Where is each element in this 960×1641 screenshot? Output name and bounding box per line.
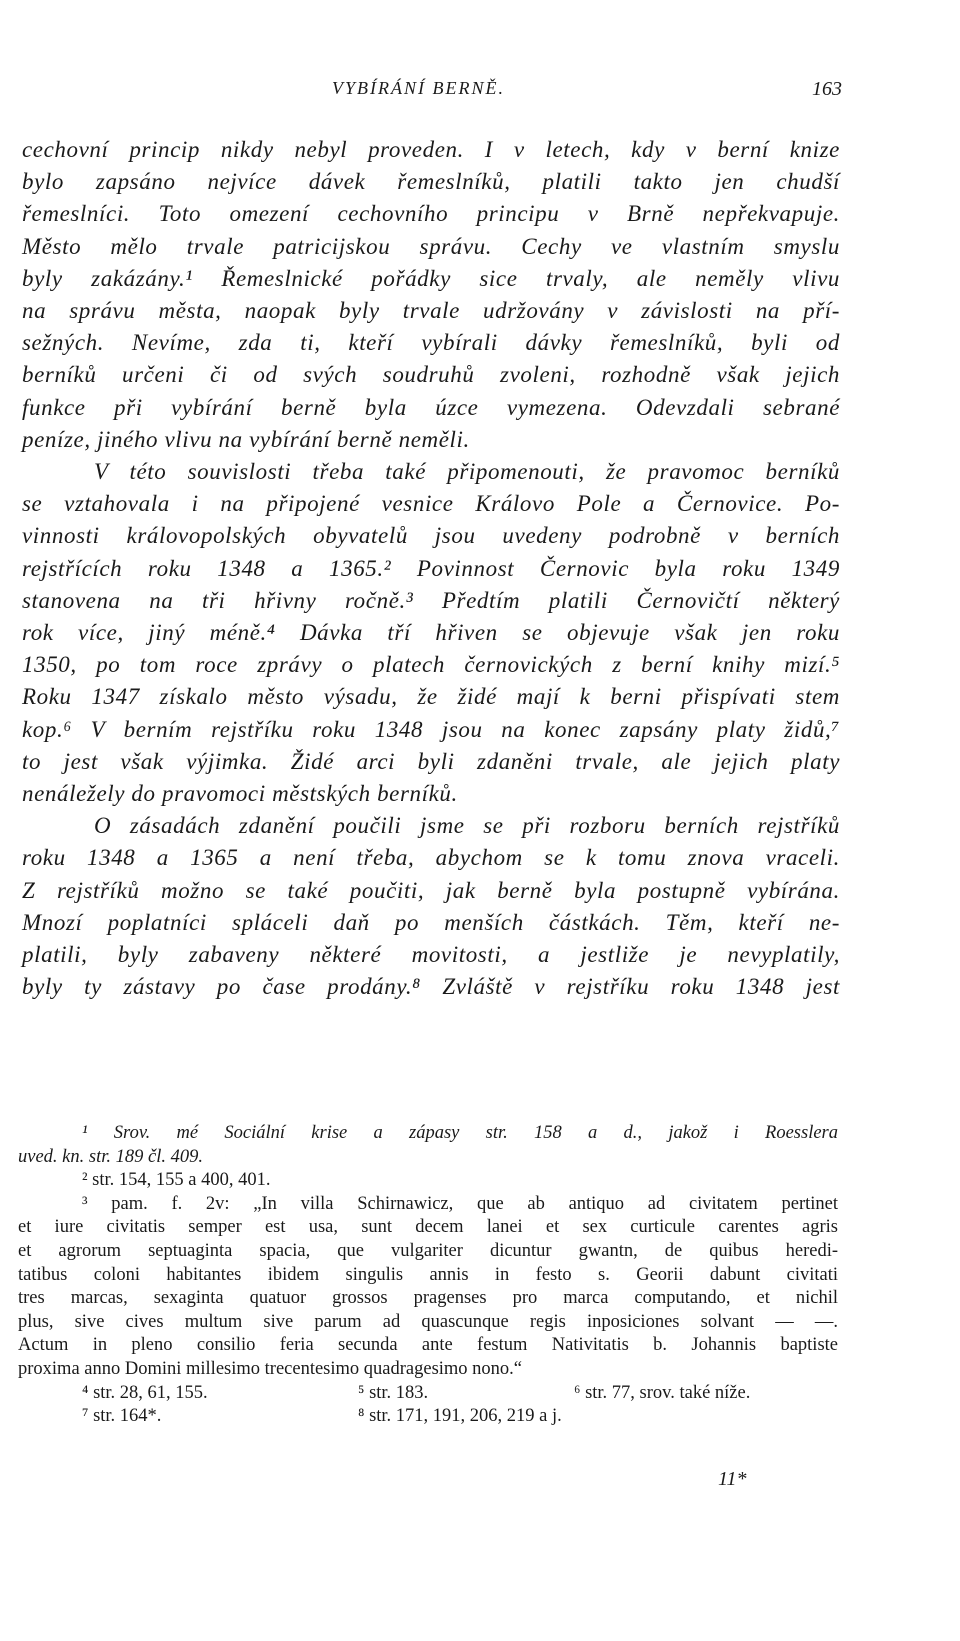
footnote-1-continued: uved. kn. str. 189 čl. 409.	[18, 1146, 203, 1167]
body-line: Město mělo trvale patricijskou správu. Cechy ve vlastním smyslu	[22, 233, 840, 259]
footnote-3-line: tres marcas, sexaginta quatuor grossos pragenses pro marca computando, et nichil	[18, 1288, 838, 1309]
body-line: V této souvislosti třeba také připomenouti, že pravomoc berníků	[94, 459, 840, 485]
body-line: byly zakázány.¹ Řemeslnické pořádky sice trvaly, ale neměly vlivu	[22, 265, 840, 291]
body-line: se vztahovala i na připojené vesnice Královo Pole a Černovice. Po-	[22, 491, 840, 517]
sheet-signature: 11*	[718, 1468, 747, 1490]
footnote-4: ⁴ str. 28, 61, 155.	[82, 1382, 208, 1403]
body-line: Z rejstříků možno se také poučiti, jak berně byla postupně vybírána.	[22, 877, 840, 903]
body-line: rejstřících roku 1348 a 1365.² Povinnost Černovic byla roku 1349	[22, 555, 840, 581]
footnote-7: ⁷ str. 164*.	[82, 1406, 162, 1427]
footnote-3-line: Actum in pleno consilio feria secunda ante festum Nativitatis b. Johannis baptiste	[18, 1335, 838, 1356]
body-line: rok více, jiný méně.⁴ Dávka tří hřiven se objevuje však jen roku	[22, 620, 840, 646]
footnote-5: ⁵ str. 183.	[358, 1382, 429, 1403]
footnote-3-line: et agrorum septuaginta spacia, que vulgariter dicuntur gwantn, de quibus heredi-	[18, 1240, 838, 1261]
footnote-row	[18, 1405, 838, 1429]
footnote-3-line: proxima anno Domini millesimo trecentesimo quadragesimo nono.“	[18, 1358, 523, 1379]
body-line: na správu města, naopak byly trvale udržovány v závislosti na pří-	[22, 298, 840, 324]
footnote-3-line: tatibus coloni habitantes ibidem singulis annis in festo s. Georii dabunt civitati	[18, 1264, 838, 1285]
footnotes	[18, 1122, 838, 1429]
body-line: 1350, po tom roce zprávy o platech černovických z berní knihy mizí.⁵	[22, 652, 840, 678]
body-line: kop.⁶ V berním rejstříku roku 1348 jsou na konec zapsány platy židů,⁷	[22, 716, 840, 742]
body-line: byly ty zástavy po čase prodány.⁸ Zvláště v rejstříku roku 1348 jest	[22, 974, 840, 1000]
body-text	[22, 134, 840, 1003]
body-line: roku 1348 a 1365 a není třeba, abychom se k tomu znova vraceli.	[22, 845, 840, 871]
body-line: stanovena na tři hřivny ročně.³ Předtím platili Černovičtí některý	[22, 587, 840, 613]
footnote-row	[18, 1382, 838, 1406]
footnote-8: ⁸ str. 171, 191, 206, 219 a j.	[358, 1406, 562, 1427]
footnote-3-line: plus, sive cives multum sive parum ad quascunque regis inposiciones solvant — —.	[18, 1311, 838, 1332]
footnote-3-line: et iure civitatis semper est usa, sunt decem lanei et sex curticule carentes agris	[18, 1217, 838, 1238]
body-line: to jest však výjimka. Židé arci byli zdaněni trvale, ale jejich platy	[22, 748, 840, 774]
footnote-2: ² str. 154, 155 a 400, 401.	[82, 1170, 271, 1191]
page-number: 163	[812, 78, 842, 100]
body-line: peníze, jiného vlivu na vybírání berně neměli.	[22, 426, 470, 452]
body-line: Roku 1347 získalo město výsadu, že židé mají k berni přispívati stem	[22, 684, 840, 710]
body-line: sežných. Nevíme, zda ti, kteří vybírali dávky řemeslníků, byli od	[22, 330, 840, 356]
body-line: O zásadách zdanění poučili jsme se při rozboru berních rejstříků	[94, 813, 840, 839]
body-line: bylo zapsáno nejvíce dávek řemeslníků, platili takto jen chudší	[22, 169, 840, 195]
footnote-3: ³ pam. f. 2v: „In villa Schirnawicz, que ab antiquo ad civitatem pertinet	[82, 1193, 838, 1214]
footnote-6: ⁶ str. 77, srov. také níže.	[574, 1382, 751, 1403]
body-line: berníků určeni či od svých soudruhů zvoleni, rozhodně však jejich	[22, 362, 840, 388]
body-line: nenáležely do pravomoci městských berníků.	[22, 781, 458, 807]
footnote-1: ¹ Srov. mé Sociální krise a zápasy str. 158 a d., jakož i Roesslera	[82, 1123, 838, 1143]
page-header	[0, 78, 960, 108]
body-line: funkce při vybírání berně byla úzce vymezena. Odevzdali sebrané	[22, 394, 840, 420]
body-line: cechovní princip nikdy nebyl proveden. I v letech, kdy v berní knize	[22, 137, 840, 162]
body-line: vinnosti královopolských obyvatelů jsou uvedeny podrobně v berních	[22, 523, 840, 549]
running-title: VYBÍRÁNÍ BERNĚ.	[332, 78, 505, 98]
body-line: platili, byly zabaveny některé movitosti, a jestliže je nevyplatily,	[22, 942, 840, 968]
body-line: řemeslníci. Toto omezení cechovního principu v Brně nepřekvapuje.	[22, 201, 840, 227]
body-line: Mnozí poplatníci spláceli daň po menších částkách. Těm, kteří ne-	[22, 909, 840, 935]
